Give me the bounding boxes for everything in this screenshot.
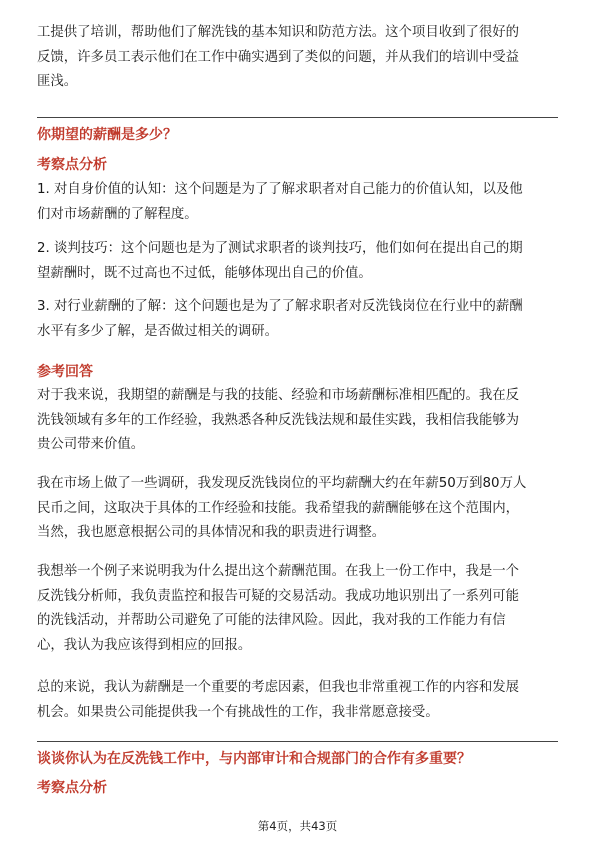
answer-paragraph	[37, 472, 558, 546]
point-line: 们对市场薪酬的了解程度。	[37, 206, 198, 222]
answer-line: 的洗钱活动，并帮助公司避免了可能的法律风险。因此，我对我的工作能力有信	[37, 613, 506, 628]
question-title: 谈谈你认为在反洗钱工作中，与内部审计和合规部门的合作有多重要？	[37, 751, 471, 767]
point-line: 水平有多少了解，是否做过相关的调研。	[37, 323, 279, 339]
answer-paragraph	[37, 676, 558, 725]
answer-line: 对于我来说，我期望的薪酬是与我的技能、经验和市场薪酬标准相匹配的。我在反	[37, 388, 520, 403]
point-line: 2. 谈判技巧：这个问题也是为了测试求职者的谈判技巧，他们如何在提出自己的期	[37, 241, 523, 256]
point-line: 1. 对自身价值的认知：这个问题是为了了解求职者对自己能力的价值认知，以及他	[37, 182, 523, 197]
answer-paragraph	[37, 560, 558, 658]
analysis-point	[37, 237, 558, 286]
section-divider	[37, 741, 558, 742]
analysis-heading: 考察点分析	[37, 780, 107, 796]
answer-paragraph	[37, 384, 558, 458]
answer-line: 反洗钱分析师，我负责监控和报告可疑的交易活动。我成功地识别出了一系列可能	[37, 588, 520, 604]
analysis-point	[37, 295, 558, 344]
intro-line: 反馈，许多员工表示他们在工作中确实遇到了类似的问题，并从我们的培训中受益	[37, 49, 520, 65]
answer-line: 民币之间，这取决于具体的工作经验和技能。我希望我的薪酬能够在这个范围内，	[37, 500, 520, 516]
answer-heading: 参考回答	[37, 364, 93, 380]
intro-line: 匪浅。	[37, 74, 78, 89]
answer-line: 当然，我也愿意根据公司的具体情况和我的职责进行调整。	[37, 525, 386, 540]
analysis-heading: 考察点分析	[37, 157, 107, 173]
point-line: 望薪酬时，既不过高也不过低，能够体现出自己的价值。	[37, 265, 372, 281]
question-title: 你期望的薪酬是多少？	[37, 127, 177, 143]
answer-line: 我在市场上做了一些调研，我发现反洗钱岗位的平均薪酬大约在年薪50万到80万人	[37, 476, 527, 491]
section-divider	[37, 117, 558, 118]
intro-line: 工提供了培训，帮助他们了解洗钱的基本知识和防范方法。这个项目收到了很好的	[37, 25, 520, 40]
point-line: 3. 对行业薪酬的了解：这个问题也是为了了解求职者对反洗钱岗位在行业中的薪酬	[37, 299, 523, 314]
answer-line: 洗钱领域有多年的工作经验，我熟悉各种反洗钱法规和最佳实践，我相信我能够为	[37, 412, 520, 428]
answer-line: 机会。如果贵公司能提供我一个有挑战性的工作，我非常愿意接受。	[37, 704, 439, 720]
page-number: 第4页，共43页	[257, 819, 338, 833]
intro-paragraph	[37, 21, 558, 95]
answer-line: 心，我认为我应该得到相应的回报。	[37, 637, 252, 653]
answer-line: 我想举一个例子来说明我为什么提出这个薪酬范围。在我上一份工作中，我是一个	[37, 564, 520, 579]
analysis-point	[37, 178, 558, 227]
answer-line: 总的来说，我认为薪酬是一个重要的考虑因素，但我也非常重视工作的内容和发展	[37, 680, 520, 695]
answer-line: 贵公司带来价值。	[37, 437, 145, 452]
